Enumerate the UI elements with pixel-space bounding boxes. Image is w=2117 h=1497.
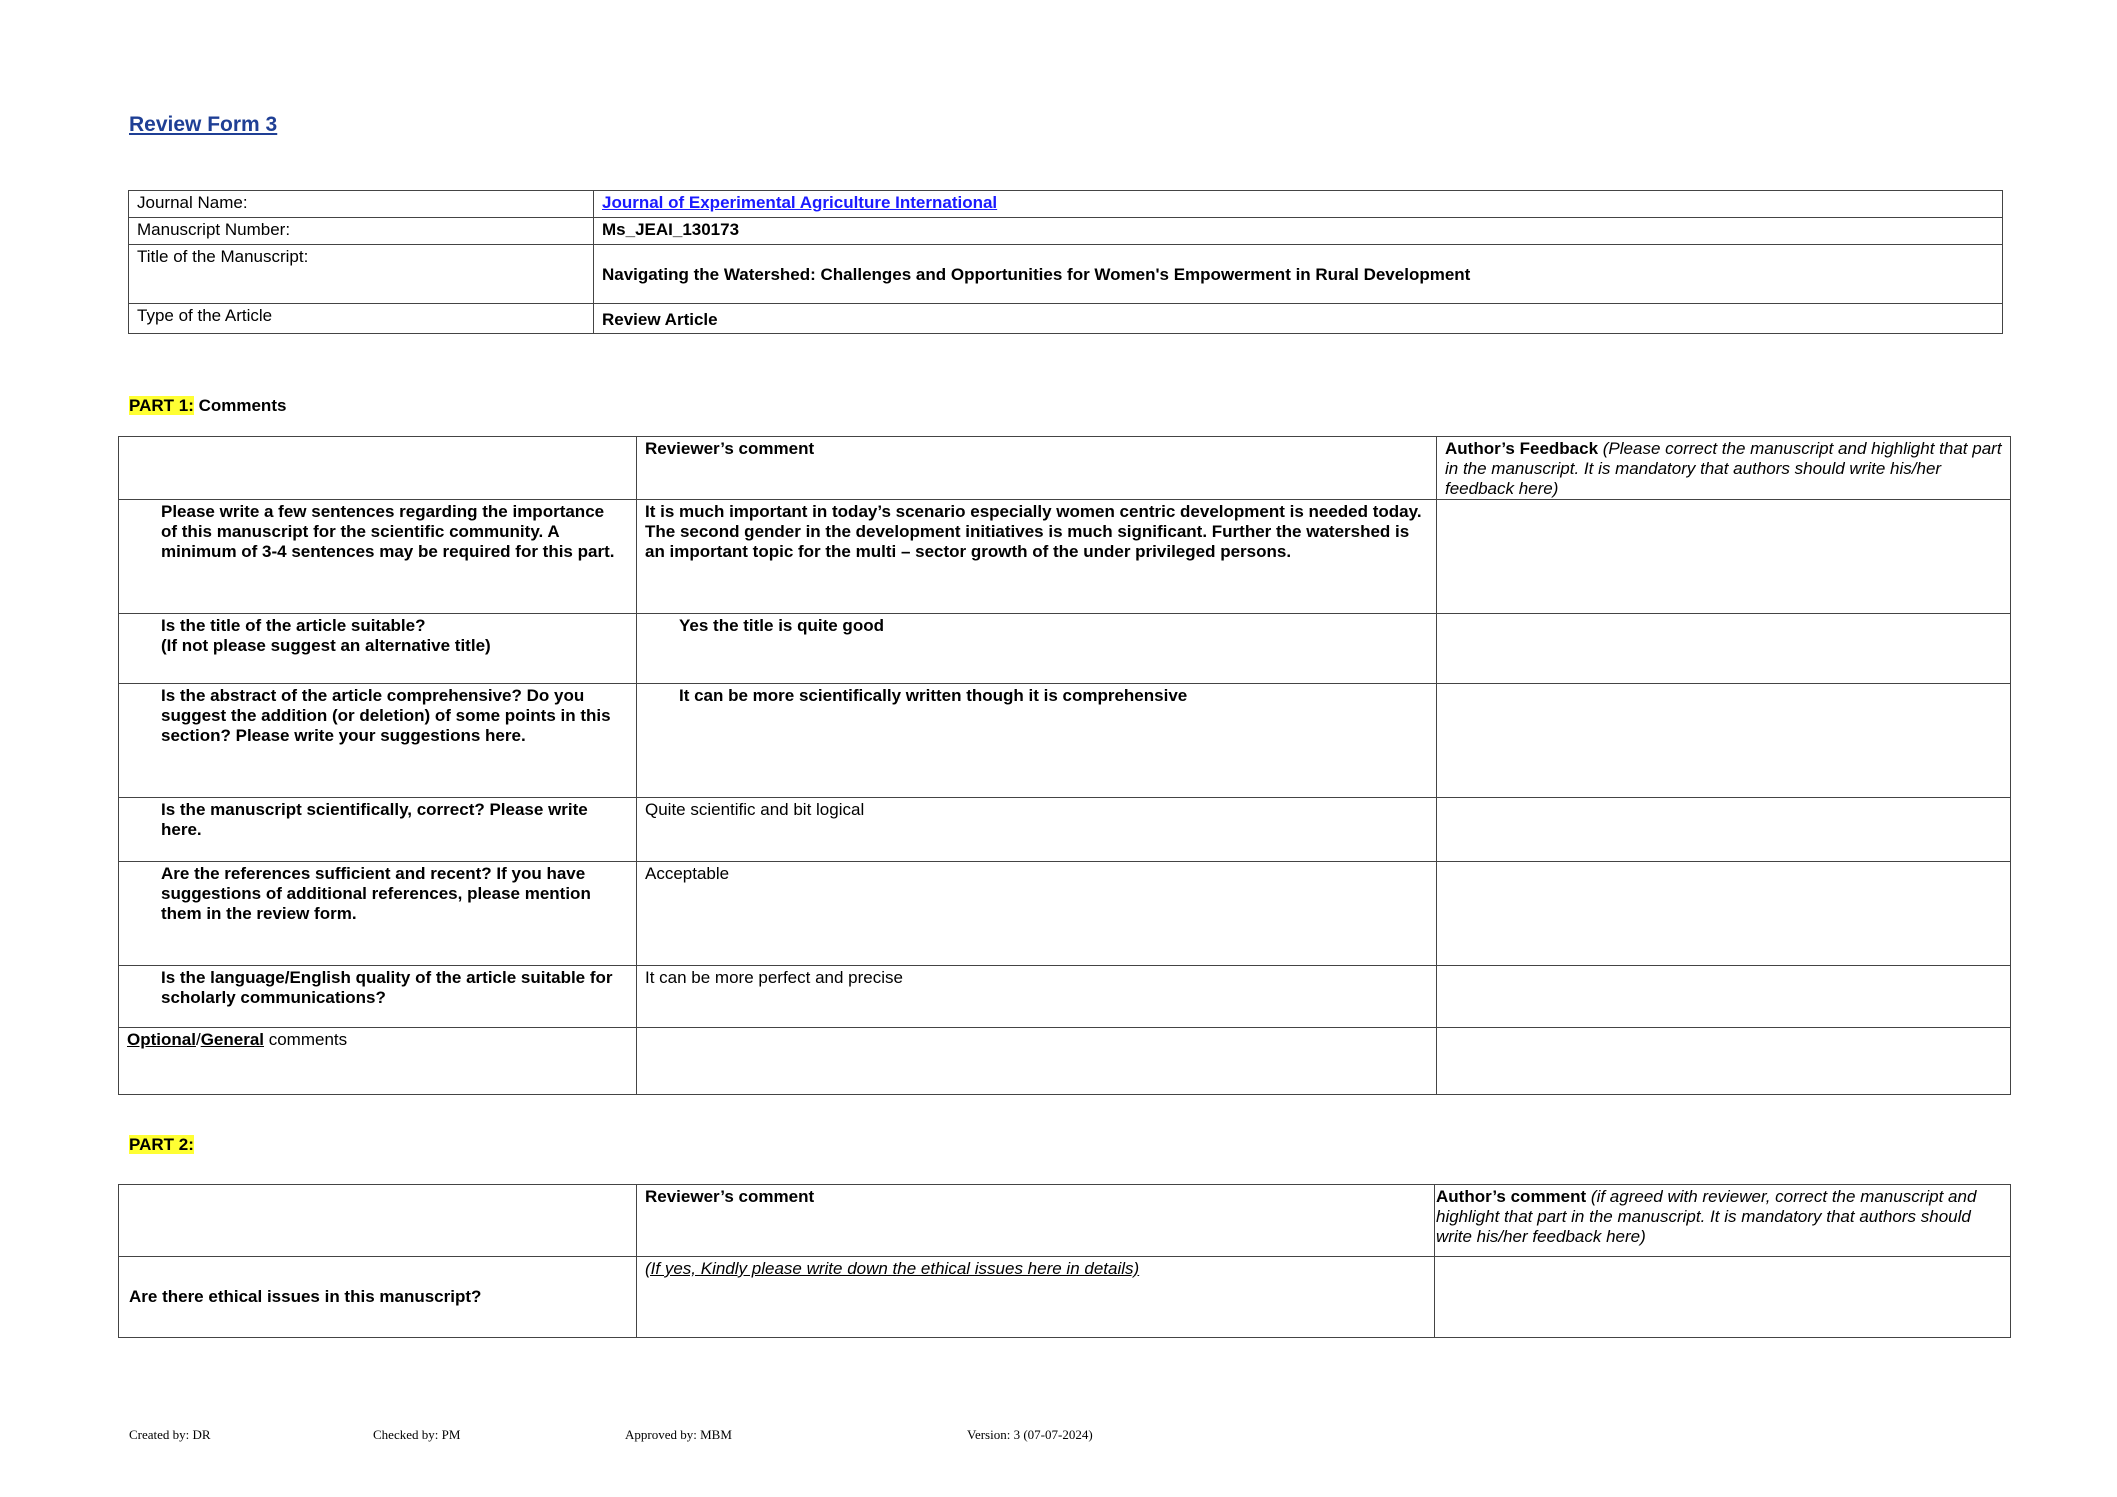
- table-row: [119, 862, 2011, 966]
- question-abstract: Is the abstract of the article comprehensive? Do you suggest the addition (or deletion) of some points in this section? Please write your suggestions here.: [119, 684, 637, 798]
- manuscript-info-table: [128, 190, 2003, 334]
- author-feedback-cell[interactable]: [1437, 684, 2011, 798]
- question-title-suitable-line2: (If not please suggest an alternative title): [161, 636, 491, 655]
- manuscript-title-label: Title of the Manuscript:: [129, 245, 594, 304]
- answer-importance: It is much important in today’s scenario especially women centric development is needed today. The second gender in the development initiatives is much significant. Further the watershed is an important topic for the multi – sector growth of the under privileged persons.: [637, 500, 1437, 614]
- part2-heading: [129, 1135, 194, 1155]
- table-row: [119, 500, 2011, 614]
- manuscript-title-value: Navigating the Watershed: Challenges and Opportunities for Women's Empowerment in Rural Development: [594, 245, 2003, 304]
- answer-title-suitable: Yes the title is quite good: [637, 614, 1437, 684]
- part2-header-row: [119, 1185, 2011, 1257]
- answer-language: It can be more perfect and precise: [637, 966, 1437, 1028]
- table-row: [119, 1257, 2011, 1338]
- form-title: Review Form 3: [129, 113, 278, 136]
- footer-created: Created by: DR: [129, 1427, 211, 1442]
- general-label: General: [200, 1030, 264, 1049]
- author-feedback-cell[interactable]: [1437, 500, 2011, 614]
- manuscript-number-value: Ms_JEAI_130173: [594, 218, 2003, 245]
- manuscript-number-label: Manuscript Number:: [129, 218, 594, 245]
- question-ethical: Are there ethical issues in this manuscript?: [119, 1257, 637, 1338]
- part2-author-header: Author’s comment: [1436, 1187, 1587, 1206]
- footer-checked: Checked by: PM: [373, 1427, 461, 1442]
- question-references: Are the references sufficient and recent? If you have suggestions of additional references, please mention them in the review form.: [119, 862, 637, 966]
- part1-table: [118, 436, 2011, 1095]
- article-type-row: [129, 304, 2003, 334]
- table-row: [119, 966, 2011, 1028]
- author-comment-cell[interactable]: [1435, 1257, 2011, 1338]
- comments-label: comments: [264, 1030, 348, 1049]
- part1-suffix: Comments: [193, 396, 287, 415]
- table-row: [119, 798, 2011, 862]
- part1-header-row: [119, 437, 2011, 500]
- footer-version: Version: 3 (07-07-2024): [967, 1427, 1093, 1442]
- manuscript-number-row: [129, 218, 2003, 245]
- journal-name-link[interactable]: Journal of Experimental Agriculture International: [602, 193, 998, 212]
- answer-scientific: Quite scientific and bit logical: [637, 798, 1437, 862]
- article-type-label: Type of the Article: [129, 304, 594, 334]
- optional-reviewer-cell[interactable]: [637, 1028, 1437, 1095]
- manuscript-title-row: [129, 245, 2003, 304]
- part2-reviewer-header: Reviewer’s comment: [637, 1185, 1435, 1257]
- question-title-suitable: Is the title of the article suitable?: [161, 616, 426, 635]
- part1-reviewer-header: Reviewer’s comment: [637, 437, 1437, 500]
- answer-abstract: It can be more scientifically written though it is comprehensive: [637, 684, 1437, 798]
- question-importance: Please write a few sentences regarding the importance of this manuscript for the scientific community. A minimum of 3-4 sentences may be required for this part.: [119, 500, 637, 614]
- author-feedback-cell[interactable]: [1437, 798, 2011, 862]
- journal-name-row: [129, 191, 2003, 218]
- question-scientific: Is the manuscript scientifically, correct? Please write here.: [119, 798, 637, 862]
- question-language: Is the language/English quality of the article suitable for scholarly communications?: [119, 966, 637, 1028]
- optional-slash: /: [195, 1030, 201, 1049]
- part2-table: [118, 1184, 2011, 1338]
- part1-author-header: Author’s Feedback: [1445, 439, 1599, 458]
- journal-name-label: Journal Name:: [129, 191, 594, 218]
- article-type-value: Review Article: [594, 304, 2003, 334]
- optional-author-cell[interactable]: [1437, 1028, 2011, 1095]
- part1-heading: [129, 396, 286, 416]
- answer-ethical-hint: (If yes, Kindly please write down the ethical issues here in details): [637, 1257, 1435, 1338]
- optional-comments-row: [119, 1028, 2011, 1095]
- part1-label: PART 1:: [129, 396, 194, 415]
- author-feedback-cell[interactable]: [1437, 614, 2011, 684]
- optional-label: Optional: [127, 1030, 196, 1049]
- part2-label: PART 2:: [129, 1135, 194, 1154]
- part1-author-header-note: (Please correct the manuscript and highlight that part in the manuscript. It is mandatory that authors should write his/her feedback here): [1445, 439, 2002, 498]
- table-row: [119, 684, 2011, 798]
- footer-approved: Approved by: MBM: [625, 1427, 732, 1442]
- answer-references: Acceptable: [637, 862, 1437, 966]
- author-feedback-cell[interactable]: [1437, 966, 2011, 1028]
- table-row: [119, 614, 2011, 684]
- author-feedback-cell[interactable]: [1437, 862, 2011, 966]
- optional-comments-label: [119, 1028, 637, 1095]
- part2-author-header-note: (if agreed with reviewer, correct the manuscript and highlight that part in the manuscript. It is mandatory that authors should write his/her feedback here): [1436, 1187, 1977, 1246]
